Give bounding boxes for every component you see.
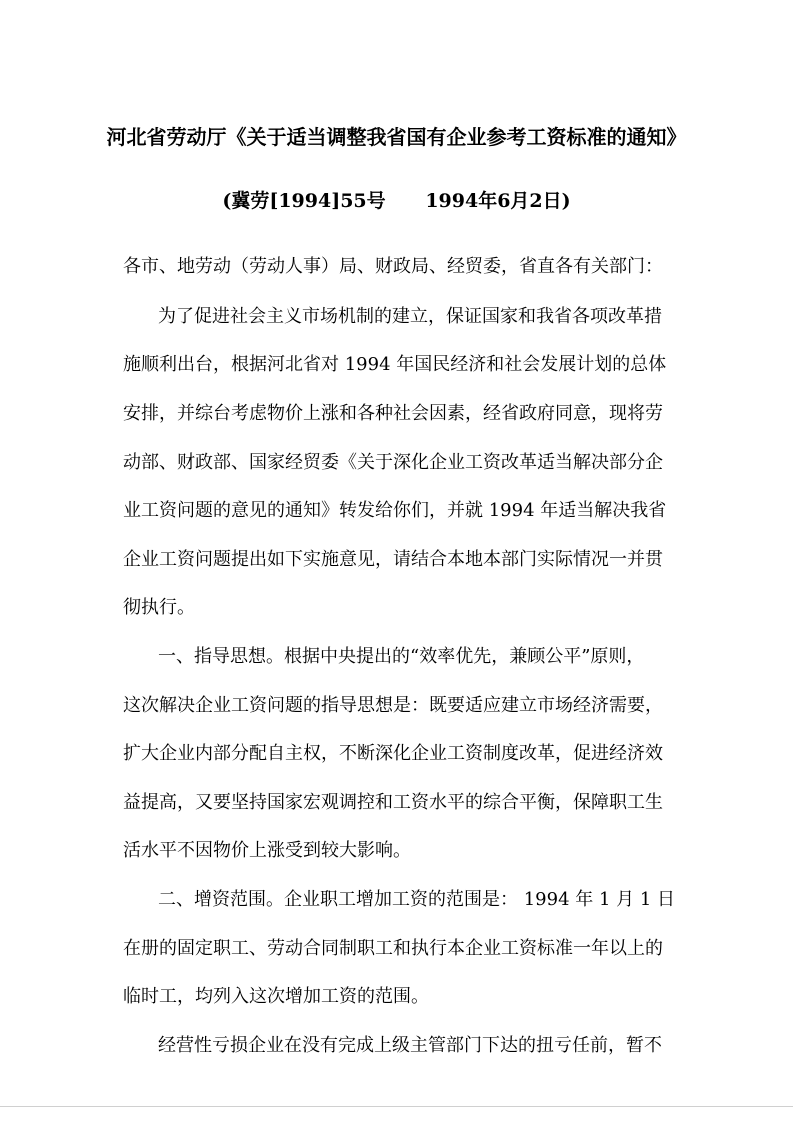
body-line: 益提高，又要坚持国家宏观调控和工资水平的综合平衡，保障职工生 — [123, 792, 663, 813]
addressee-line: 各市、地劳动（劳动人事）局、财政局、经贸委，省直各有关部门： — [123, 256, 663, 277]
body-line: 这次解决企业工资问题的指导思想是：既要适应建立市场经济需要， — [123, 695, 663, 716]
body-line: 扩大企业内部分配自主权，不断深化企业工资制度改革，促进经济效 — [123, 743, 663, 764]
body-line: 一、指导思想。根据中央提出的“效率优先，兼顾公平”原则， — [158, 646, 645, 667]
body-line: 为了促进社会主义市场机制的建立，保证国家和我省各项改革措 — [158, 306, 662, 327]
body-line: 安排，并综台考虑物价上涨和各种社会因素，经省政府同意，现将劳 — [123, 403, 663, 424]
body-line: 动部、财政部、国家经贸委《关于深化企业工资改革适当解决部分企 — [123, 452, 663, 473]
page-divider — [0, 1106, 793, 1107]
body-line: 经营性亏损企业在没有完成上级主管部门下达的扭亏任前，暂不 — [158, 1035, 662, 1056]
body-line: 活水平不因物价上涨受到较大影响。 — [123, 840, 411, 861]
body-line: 业工资问题的意见的通知》转发给你们，并就 1994 年适当解决我省 — [123, 500, 667, 521]
body-line: 在册的固定职工、劳动合同制职工和执行本企业工资标准一年以上的 — [123, 938, 663, 959]
body-line: 二、增资范围。企业职工增加工资的范围是： 1994 年 1 月 1 日 — [158, 889, 676, 910]
body-line: 临时工，均列入这次增加工资的范围。 — [123, 986, 429, 1007]
body-line: 企业工资问题提出如下实施意见，请结合本地本部门实际情况一并贯 — [123, 549, 663, 570]
document-title: 河北省劳动厅《关于适当调整我省国有企业参考工资标准的通知》 — [106, 125, 687, 149]
body-line: 彻执行。 — [123, 597, 195, 618]
document-subtitle: (冀劳[1994]55号 1994年6月2日) — [222, 190, 571, 212]
body-line: 施顺利出台，根据河北省对 1994 年国民经济和社会发展计划的总体 — [123, 354, 667, 375]
